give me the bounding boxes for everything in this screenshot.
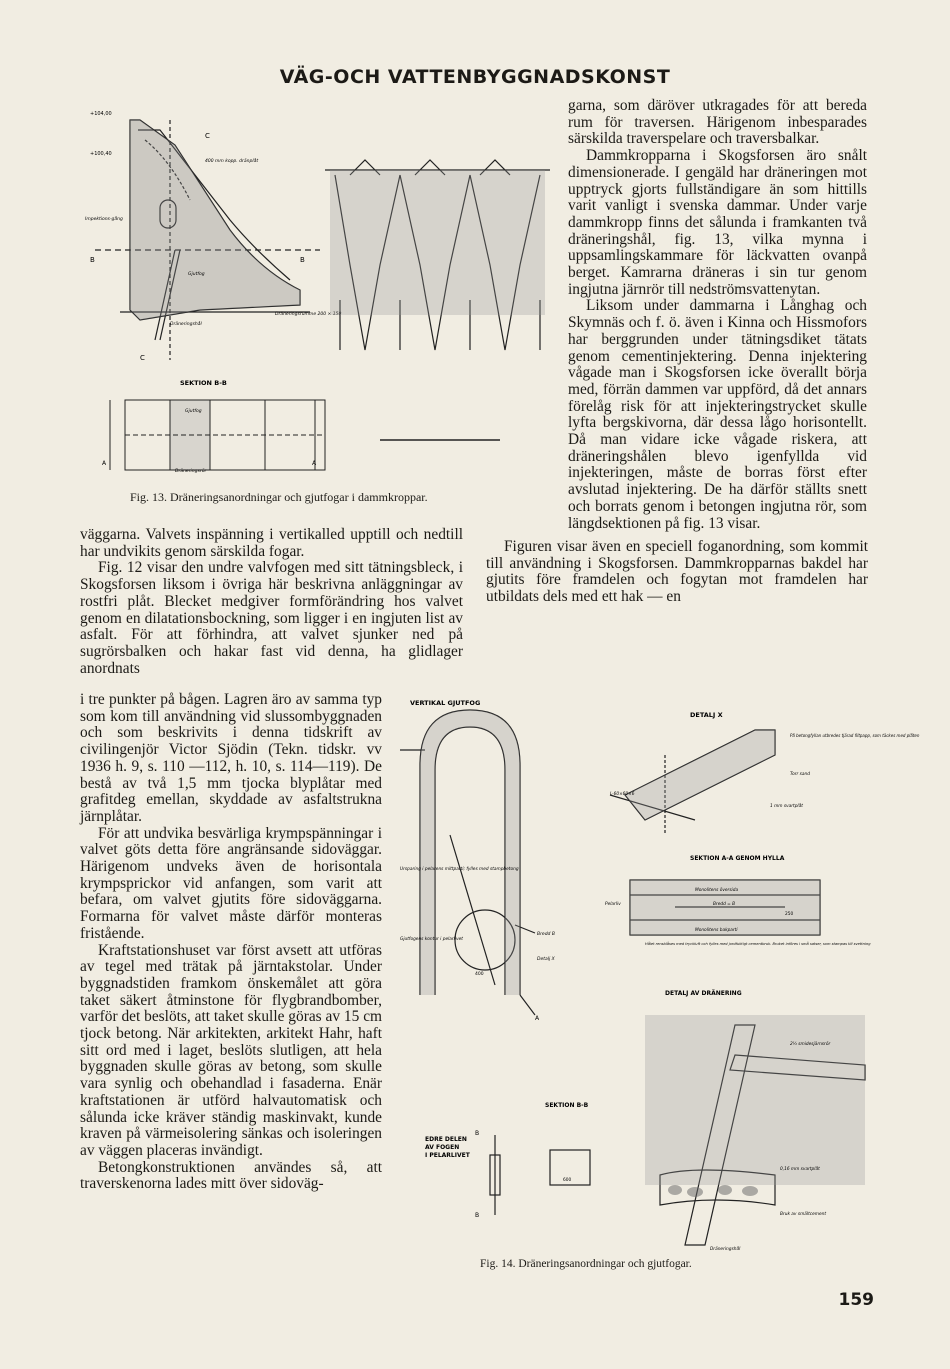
text-column-left-top <box>80 527 463 677</box>
lower-part-line: AV FOGEN <box>425 1144 460 1151</box>
callout: L-60×60×6 <box>610 792 635 797</box>
callout: Dräneringshål <box>710 1247 741 1252</box>
callout: Dräneringshål <box>170 322 202 327</box>
paragraph: väggarna. Valvets inspänning i vertikalled upptill och nedtill har undvikits genom särskilda fogar. <box>80 526 463 560</box>
level-label: +100,40 <box>90 151 112 157</box>
callout: Impektions-gång <box>85 217 123 222</box>
section-title: SEKTION B-B <box>180 379 227 387</box>
fig14-drawing <box>395 695 920 1265</box>
callout: Gjutfogens kontur i pelarlivet <box>400 937 463 942</box>
callout: Bruk av smältcement <box>780 1212 827 1217</box>
callout: Pelarliv <box>605 902 621 907</box>
section-title: SEKTION B-B <box>545 1102 589 1109</box>
callout: På betongfyllan utbredes tjärad filtpapp, som täckes med plåten <box>790 733 920 738</box>
paragraph: i tre punkter på bågen. Lagren äro av samma typ som kom till användning vid slussombyggnaden och som beskrivits i denna tidskrift av civilingenjör Victor Sjödin (Tekn. tidskr. vv 1936 h. 9, s. 110 —112, h. 10, s. 114—119). De bestå av två 1,5 mm tjocka blyplåtar med grafitdeg emellan, skyddade av asfaltstrukna järnplåtar. <box>80 691 382 825</box>
text-column-right-lower <box>486 539 868 606</box>
callout: Monolitens översida <box>695 888 739 893</box>
callout: Hålet rensblåses med tryckluft och fylles med jordfuktigt cementbruk. Bruket införes i små satser, som stampas till svettning <box>645 942 871 946</box>
dimension: 400 <box>475 972 484 977</box>
section-title: SEKTION A-A GENOM HYLLA <box>690 855 785 862</box>
lower-part-line: I PELARLIVET <box>425 1152 470 1159</box>
callout: Gjutfog <box>188 272 205 277</box>
section-marker: B <box>475 1212 480 1219</box>
section-title: VERTIKAL GJUTFOG <box>410 699 481 707</box>
callout: Bredd B <box>537 932 555 937</box>
paragraph: Figuren visar även en speciell foganordning, som kommit till användning i Skogsforsen. Dammkropparnas bakdel har gjutits före framdelen och fogytan mot framdelen har utbildats dels med ett hak — en <box>486 538 868 606</box>
running-header: VÄG-OCH VATTENBYGGNADSKONST <box>279 66 671 88</box>
callout: Monolitens bakparti <box>695 928 738 933</box>
callout: Detalj X <box>537 957 555 962</box>
fig14-caption: Fig. 14. Dräneringsanordningar och gjutfogar. <box>480 1258 692 1270</box>
callout: Torr sand <box>790 772 810 777</box>
callout: 1 mm svartplåt <box>770 804 803 809</box>
callout: 2½ smidesjärnsrör <box>790 1042 831 1047</box>
fig13-drawing <box>80 100 640 480</box>
callout: Gjutfog <box>185 409 202 414</box>
callout: 0,16 mm svartplåt <box>780 1167 820 1172</box>
lower-part-line: EDRE DELEN <box>425 1136 467 1143</box>
section-marker: C <box>205 132 210 140</box>
callout: Dräneringsrumme 200 × 150 <box>275 312 342 317</box>
section-marker: A <box>102 460 107 467</box>
section-marker: A <box>312 460 317 467</box>
section-marker: B <box>300 256 305 264</box>
dimension: 600 <box>563 1178 572 1183</box>
page-number: 159 <box>838 1290 874 1310</box>
section-marker: B <box>90 256 95 264</box>
section-title: DETALJ X <box>690 711 723 719</box>
callout: Bredd = B <box>713 902 736 907</box>
fig13-caption: Fig. 13. Dräneringsanordningar och gjutfogar i dammkroppar. <box>130 490 428 504</box>
dimension: 250 <box>785 912 794 917</box>
section-marker: A <box>535 1015 540 1022</box>
lower-part-label <box>425 1136 471 1159</box>
section-marker: B <box>475 1130 480 1137</box>
section-marker: C <box>140 354 145 362</box>
paragraph: För att undvika besvärliga krympspänningar i valvet göts detta före angränsande sidoväggar. Härigenom undveks även de horisontala krympsprickor vid anfangen, som varit att befara, om valvet gjutits före sidoväggarna. Formarna för valvet måste därför monteras fristående. <box>80 824 382 942</box>
paragraph: Dammkropparna i Skogsforsen äro snålt dimensionerade. I gengäld har dräneringen mot upptryck gjorts fullständigare än som hittills varit vanligt i svenska dammar. Under varje dammkropp finns det sålunda i framkanten två dräneringshål, fig. 13, vilka mynna i uppsamlingskammare för läckvatten ovanpå berget. Kamrarna dräneras i sin tur genom ingjutna järnrör till nedströmsvattenytan. <box>568 147 867 298</box>
section-title: DETALJ AV DRÄNERING <box>665 990 742 997</box>
callout: Dräneringsrör <box>175 469 207 474</box>
level-label: +104,00 <box>90 111 112 117</box>
paragraph: garna, som däröver utkragades för att bereda rum för traversen. Härigenom inbesparades särskilda traverspelare och traversbalkar. <box>568 97 867 148</box>
callout: Ursparing i pelarens mittparti; fylles med stampbetong <box>400 867 519 872</box>
paragraph: Liksom under dammarna i Långhag och Skymnäs och f. ö. även i Kinna och Hissmofors har berggrunden under tätningsdiket tätats genom cementinjektering. Denna injektering vågade man i Skogsforsen icke överallt börja med, förrän dammen var uppförd, då det annars förelåg risk för att injekteringstrycket skulle lyfta bergskivorna, där dessa lågo horisontellt. Då man vidare icke vågade riskera, att dräneringshålen blevo igenfyllda vid injekteringen, måste de borras först efter avslutad injektering. De ha därför ställts snett och borrats genom i betongen ingjutna rör, som längdsektionen på fig. 13 visar. <box>568 297 867 532</box>
callout: 400 mm kopp. dränplåt <box>205 159 259 164</box>
paragraph: Betongkonstruktionen användes så, att traverskenorna lades mitt över sidoväg- <box>80 1158 382 1193</box>
paragraph: Fig. 12 visar den undre valvfogen med sitt tätningsbleck, i Skogsforsen liksom i övriga här beskrivna anläggningar av rostfri plåt. Blecket medgiver formförändring hos valvet genom en dilatationsbockning, som ligger i en ingjuten list av asfalt. För att förhindra, att valvet sjunker ned på sugrörsbalken och hakar fast vid denna, ha glidlager anordnats <box>80 559 463 677</box>
text-column-left-narrow <box>80 692 382 1193</box>
paragraph: Kraftstationshuset var först avsett att utföras av tegel med trätak på järntakstolar. Under byggnadstiden framkom önskemålet att göra taket säkert åtminstone för flygbrandbomber, varför det beslöts, att taket skulle göras av 15 cm tjock betong. När arkitekten, arkitekt Hahr, haft sitt ord med i laget, beslöts slutligen, att hela byggnaden skulle göras av betong, som skulle vara synlig och obehandlad i fasaderna. Enär kraftstationen är utförd halvautomatisk och sålunda icke kräver ständig maskinvakt, kunde kraven på värmeisolering sänkas och isoleringen av väggen placeras invändigt. <box>80 941 382 1159</box>
